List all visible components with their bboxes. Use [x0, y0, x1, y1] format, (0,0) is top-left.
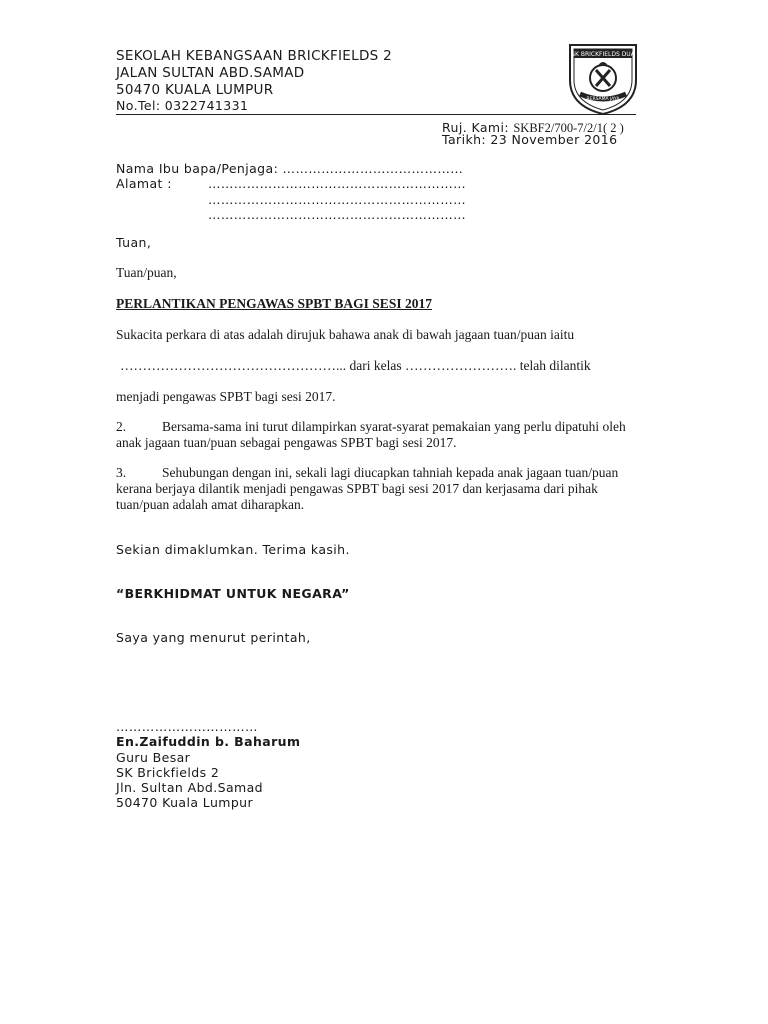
- body-intro: Sukacita perkara di atas adalah dirujuk bahawa anak di bawah jagaan tuan/puan iaitu: [116, 327, 575, 342]
- address-line-3: ……………………………………………………: [208, 207, 466, 222]
- signatory-title: Guru Besar: [116, 750, 191, 765]
- signatory-street: Jln. Sultan Abd.Samad: [116, 780, 263, 795]
- school-phone: No.Tel: 0322741331: [116, 98, 249, 113]
- body-intro-end: menjadi pengawas SPBT bagi sesi 2017.: [116, 389, 336, 404]
- school-crest-logo: [566, 42, 640, 116]
- header-divider: [116, 114, 636, 115]
- parent-name-line: Nama Ibu bapa/Penjaga: ……………………………………: [116, 161, 464, 176]
- para3-number: 3.: [116, 465, 127, 480]
- signatory-name: En.Zaifuddin b. Baharum: [116, 734, 301, 749]
- signatory-school: SK Brickfields 2: [116, 765, 220, 780]
- greeting-tuan: Tuan,: [116, 235, 152, 250]
- letter-subject: PERLANTIKAN PENGAWAS SPBT BAGI SESI 2017: [116, 296, 432, 311]
- para3-line-3: tuan/puan adalah amat diharapkan.: [116, 497, 305, 512]
- address-label: Alamat :: [116, 176, 172, 191]
- reference-ruj-value: SKBF2/700-7/2/1( 2 ): [513, 121, 624, 135]
- signatory-city: 50470 Kuala Lumpur: [116, 795, 254, 810]
- para3-line-1: Sehubungan dengan ini, sekali lagi diucapkan tahniah kepada anak jagaan tuan/puan: [162, 465, 619, 480]
- para2-line-2: anak jagaan tuan/puan sebagai pengawas SPBT bagi sesi 2017.: [116, 435, 457, 450]
- school-name: SEKOLAH KEBANGSAAN BRICKFIELDS 2: [116, 48, 392, 64]
- greeting-tuan-puan: Tuan/puan,: [116, 265, 177, 280]
- motto: “BERKHIDMAT UNTUK NEGARA”: [116, 586, 350, 601]
- address-line-1: ……………………………………………………: [208, 176, 466, 191]
- reference-ruj-label: Ruj. Kami:: [442, 120, 514, 135]
- svg-text:SK BRICKFIELDS DUA: SK BRICKFIELDS DUA: [571, 51, 635, 58]
- closing-sekian: Sekian dimaklumkan. Terima kasih.: [116, 542, 350, 557]
- para2-line-1: Bersama-sama ini turut dilampirkan syarat-syarat pemakaian yang perlu dipatuhi oleh: [162, 419, 626, 434]
- para2-number: 2.: [116, 419, 127, 434]
- para3-line-2: kerana berjaya dilantik menjadi pengawas SPBT bagi sesi 2017 dan kerjasama dari pihak: [116, 481, 598, 496]
- body-fill-line: …………………………………………... dari kelas ……………………. telah dilantik: [120, 358, 591, 373]
- closing-saya: Saya yang menurut perintah,: [116, 630, 311, 645]
- school-city: 50470 KUALA LUMPUR: [116, 82, 274, 98]
- reference-date: Tarikh: 23 November 2016: [442, 132, 618, 147]
- school-street: JALAN SULTAN ABD.SAMAD: [116, 65, 305, 81]
- svg-text:BERSAMA JAYA: BERSAMA JAYA: [586, 97, 620, 102]
- address-line-2: ……………………………………………………: [208, 192, 466, 207]
- signature-dots: ……………………………: [116, 719, 258, 734]
